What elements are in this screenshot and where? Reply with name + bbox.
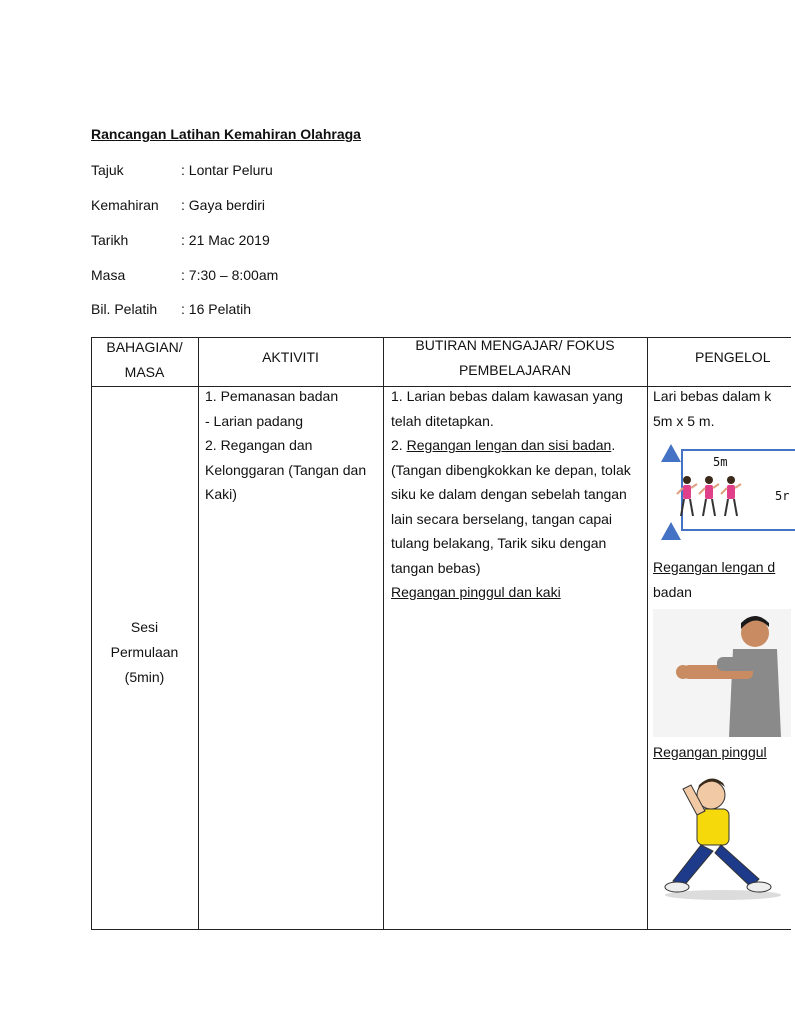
aktiviti-line: Kelonggaran (Tangan dan (205, 461, 367, 478)
butiran-line: siku ke dalam dengan sebelah tangan (391, 486, 627, 502)
header-butiran (383, 333, 647, 383)
leg-stretch-illustration (661, 775, 791, 905)
sesi-text: (5min) (124, 669, 165, 685)
diagram-width-label: 5m (713, 455, 728, 469)
butiran-line: 1. Larian bebas dalam kawasan yang (391, 388, 623, 404)
butiran-line: lain secara berselang, tangan capai (391, 510, 613, 527)
aktiviti-line: 2. Regangan dan (205, 437, 313, 453)
runner-icon (677, 476, 697, 516)
column-divider (198, 337, 199, 930)
pengelolaan-line: Lari bebas dalam k (653, 388, 772, 404)
meta-label: Bil. Pelatih (91, 301, 158, 317)
cone-triangle-icon (661, 522, 681, 540)
header-text: PEMBELAJARAN (458, 362, 572, 378)
butiran-line: (Tangan dibengkokkan ke depan, tolak (391, 461, 631, 478)
caption-line: Regangan pinggul (653, 744, 767, 760)
header-text: MASA (124, 364, 165, 380)
aktiviti-line: - Larian padang (205, 412, 304, 429)
butiran-underlined: Regangan lengan dan sisi badan (406, 437, 612, 453)
header-text: BAHAGIAN/ (106, 339, 183, 355)
header-aktiviti: AKTIVITI (262, 349, 319, 365)
meta-value: : 7:30 – 8:00am (181, 267, 279, 283)
document-title: Rancangan Latihan Kemahiran Olahraga (91, 126, 361, 142)
runner-icon (721, 476, 741, 516)
pengelolaan-caption-1 (653, 555, 775, 604)
meta-value: : Gaya berdiri (181, 197, 266, 213)
meta-label: Kemahiran (91, 197, 159, 213)
runner-icon (699, 476, 719, 516)
butiran-prefix: 2. (391, 437, 407, 453)
meta-value: : Lontar Peluru (181, 162, 273, 178)
pengelolaan-line: 5m x 5 m. (653, 412, 715, 429)
meta-value: : 21 Mac 2019 (181, 232, 270, 248)
caption-line: badan (653, 583, 692, 600)
butiran-suffix: . (611, 437, 616, 453)
header-pengelolaan: PENGELOL (695, 349, 771, 365)
pengelolaan-caption-2 (653, 740, 767, 765)
meta-label: Masa (91, 267, 126, 283)
meta-label: Tarikh (91, 232, 129, 248)
aktiviti-line: Kaki) (205, 486, 237, 502)
column-divider (383, 337, 384, 930)
table-border-bottom (91, 929, 791, 930)
pengelolaan-text-top (653, 384, 771, 433)
butiran-line (391, 433, 631, 458)
cone-triangle-icon (661, 444, 681, 462)
butiran-line: tulang belakang, Tarik siku dengan (391, 535, 607, 551)
meta-label: Tajuk (91, 162, 124, 178)
sesi-label (91, 615, 198, 690)
header-text: BUTIRAN MENGAJAR/ FOKUS (415, 337, 615, 353)
column-divider (647, 337, 648, 930)
header-bahagian (91, 335, 198, 385)
meta-value: : 16 Pelatih (181, 301, 252, 317)
aktiviti-cell (205, 384, 366, 507)
butiran-line: tangan bebas) (391, 559, 481, 576)
sesi-text: Sesi (130, 619, 159, 635)
butiran-cell (391, 384, 631, 605)
diagram-height-label: 5r (775, 489, 790, 503)
sesi-text: Permulaan (110, 644, 179, 660)
running-area-diagram (657, 444, 791, 540)
arm-stretch-photo (653, 609, 791, 737)
butiran-line: Regangan pinggul dan kaki (391, 584, 561, 600)
aktiviti-line: 1. Pemanasan badan (205, 388, 339, 404)
lesson-plan-table (91, 337, 791, 930)
butiran-line: telah ditetapkan. (391, 412, 494, 429)
caption-line: Regangan lengan d (653, 559, 776, 575)
